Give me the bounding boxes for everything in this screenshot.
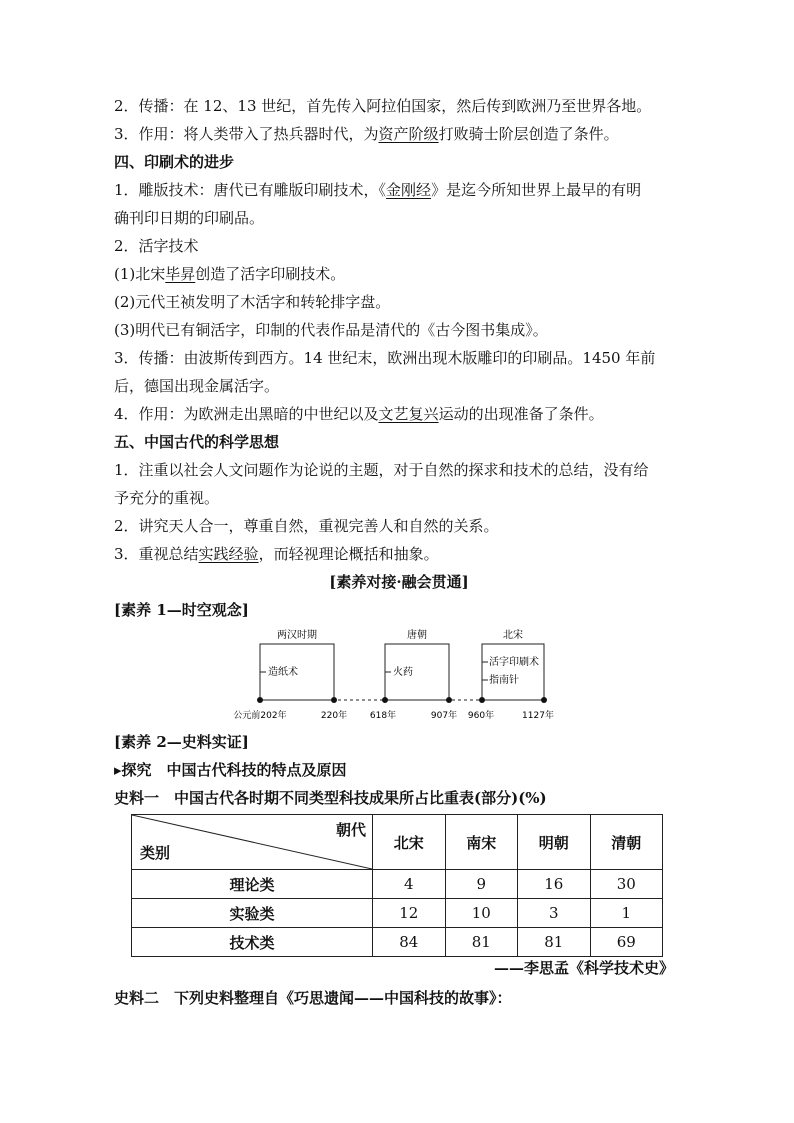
section-heading: 四、印刷术的进步	[114, 153, 235, 171]
text-line: (2)元代王祯发明了木活字和转轮排字盘。	[114, 293, 391, 311]
text-line: 2．活字技术	[114, 237, 199, 255]
explore-heading: ▸探究 中国古代科技的特点及原因	[114, 761, 347, 779]
table-cell: 10	[445, 899, 518, 928]
text-line: 2．讲究天人合一，尊重自然，重视完善人和自然的关系。	[114, 517, 499, 535]
text-line: 3．传播：由波斯传到西方。14 世纪末，欧洲出现木版雕印的印刷品。1450 年前	[114, 349, 656, 367]
period-box	[482, 644, 544, 700]
text-span: 》是迄今所知世界上最早的有明	[431, 181, 642, 199]
table-header-row	[132, 815, 663, 870]
row-label: 技术类	[132, 928, 373, 957]
table-row	[132, 870, 663, 899]
underlined-term: 毕昇	[165, 265, 196, 283]
text-line: 1．注重以社会人文问题作为论说的主题，对于自然的探求和技术的总结，没有给	[114, 461, 649, 479]
period-item: 造纸术	[268, 667, 298, 678]
period-item: 活字印刷术	[489, 657, 539, 668]
row-label: 实验类	[132, 899, 373, 928]
text-line: 确刊印日期的印刷品。	[114, 209, 265, 227]
text-line: (3)明代已有铜活字，印制的代表作品是清代的《古今图书集成》。	[114, 321, 548, 339]
table-cell: 84	[373, 928, 446, 957]
period-name: 唐朝	[407, 630, 427, 641]
source-title: 史料一 中国古代各时期不同类型科技成果所占比重表(部分)(%)	[114, 789, 547, 807]
underlined-term: 金刚经	[386, 181, 432, 199]
tick-label: 220年	[320, 711, 348, 721]
text-line	[114, 544, 684, 564]
tick-label: 907年	[430, 711, 458, 721]
text-span: 1．雕版技术：唐代已有雕版印刷技术，《	[114, 181, 387, 199]
table-cell: 12	[373, 899, 446, 928]
text-span: 运动的出现准备了条件。	[438, 405, 604, 423]
timeline-dot	[479, 697, 485, 703]
source-title: 史料二 下列史料整理自《巧思遗闻——中国科技的故事》：	[114, 989, 512, 1007]
text-span: 3．作用：将人类带入了热兵器时代，为	[114, 125, 379, 143]
text-line	[114, 124, 684, 144]
suyang-heading: [素养 2—史料实证]	[114, 733, 249, 751]
tick-label: 960年	[467, 711, 495, 721]
text-span: 4．作用：为欧洲走出黑暗的中世纪以及	[114, 405, 379, 423]
table-cell: 9	[445, 870, 518, 899]
text-span: ，而轻视理论概括和抽象。	[258, 545, 439, 563]
column-header: 南宋	[445, 815, 518, 870]
timeline-dot	[257, 697, 263, 703]
timeline-svg	[230, 614, 570, 726]
table-cell: 30	[590, 870, 663, 899]
table-row	[132, 899, 663, 928]
table-cell: 3	[518, 899, 591, 928]
corner-top-label: 朝代	[335, 821, 366, 839]
table-cell: 81	[518, 928, 591, 957]
section-title: [素养对接·融会贯通]	[329, 573, 469, 591]
timeline-dot	[331, 697, 337, 703]
timeline-dot	[382, 697, 388, 703]
table-cell: 4	[373, 870, 446, 899]
text-span: 创造了活字印刷技术。	[195, 265, 346, 283]
underlined-term: 文艺复兴	[378, 405, 439, 423]
column-header: 清朝	[590, 815, 663, 870]
text-line	[114, 264, 684, 284]
corner-bottom-label: 类别	[140, 844, 171, 862]
row-label: 理论类	[132, 870, 373, 899]
tick-label: 618年	[369, 711, 397, 721]
tick-label: 1127年	[522, 711, 554, 721]
period-item: 指南针	[489, 675, 519, 686]
column-header: 明朝	[518, 815, 591, 870]
underlined-term: 资产阶级	[378, 125, 439, 143]
timeline-dot	[446, 697, 452, 703]
period-item: 火药	[393, 667, 413, 678]
table-row	[132, 928, 663, 957]
data-table	[131, 814, 663, 957]
text-span: 3．重视总结	[114, 545, 199, 563]
timeline-diagram	[230, 614, 570, 726]
text-line: 予充分的重视。	[114, 489, 220, 507]
tick-label: 公元前202年	[233, 711, 287, 721]
text-line: 2．传播：在 12、13 世纪，首先传入阿拉伯国家，然后传到欧洲乃至世界各地。	[114, 97, 652, 115]
text-span: (1)北宋	[114, 265, 166, 283]
timeline-dot	[541, 697, 547, 703]
text-line	[114, 180, 684, 200]
table-cell: 1	[590, 899, 663, 928]
text-line	[114, 404, 684, 424]
table-cell: 16	[518, 870, 591, 899]
section-heading: 五、中国古代的科学思想	[114, 433, 280, 451]
suyang-heading: [素养 1—时空观念]	[114, 601, 249, 619]
table-cell: 81	[445, 928, 518, 957]
source-citation: ——李思孟《科学技术史》	[493, 959, 674, 977]
text-line: 后，德国出现金属活字。	[114, 377, 280, 395]
period-name: 两汉时期	[277, 630, 317, 641]
table-corner-cell	[132, 815, 373, 870]
column-header: 北宋	[373, 815, 446, 870]
table-cell: 69	[590, 928, 663, 957]
underlined-term: 实践经验	[198, 545, 259, 563]
period-name: 北宋	[503, 630, 523, 641]
text-span: 打败骑士阶层创造了条件。	[438, 125, 619, 143]
